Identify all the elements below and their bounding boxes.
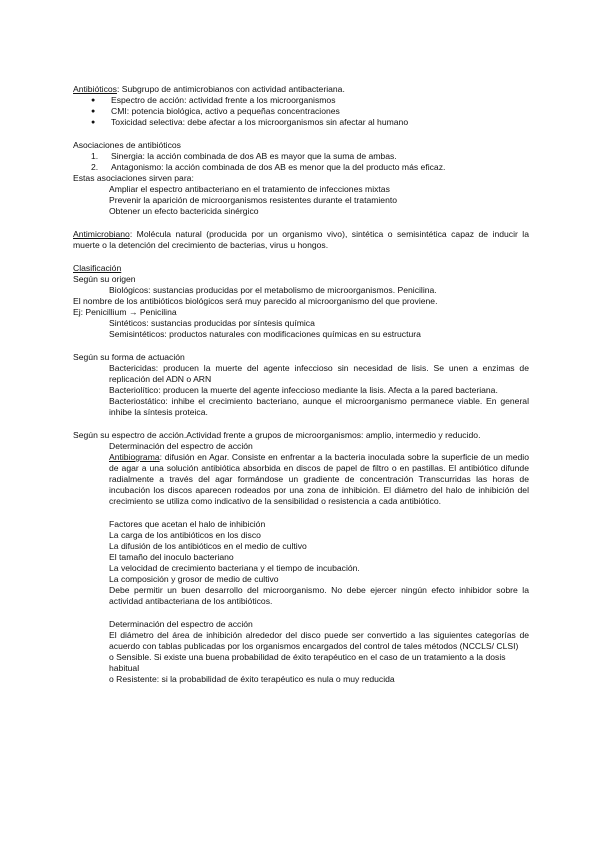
document-body (73, 84, 529, 685)
antibiograma-term: Antibiograma (109, 452, 160, 462)
clasificacion-heading: Clasificación (73, 263, 122, 273)
resistente-text: o Resistente: si la probabilidad de éxito terapéutico es nula o muy reducida (109, 674, 395, 684)
factores-note: Debe permitir un buen desarrollo del microorganismo. No debe ejercer ningún efecto inhibidor sobre la actividad antibacteriana de los antibióticos. (109, 585, 529, 606)
asociaciones-use: Obtener un efecto bactericida sinérgico (109, 206, 259, 216)
sensible-text: o Sensible. Si existe una buena probabilidad de éxito terapéutico en el caso de un tratamiento a la dosis habitual (109, 652, 506, 673)
determinacion2-text: El diámetro del área de inhibición alrededor del disco puede ser convertido a las siguientes categorías de acuerdo con tablas publicadas por los organismos encargados del control de tales métodos (NCCLS/ CLSI) (109, 630, 529, 651)
determinacion-heading: Determinación del espectro de acción (109, 441, 253, 451)
origen-heading: Según su origen (73, 274, 136, 284)
list-item: 1. Sinergia: la acción combinada de dos AB es mayor que la suma de ambas. (91, 151, 397, 161)
asociaciones-use: Prevenir la aparición de microorganismos resistentes durante el tratamiento (109, 195, 398, 205)
asociaciones-intro: Estas asociaciones sirven para: (73, 173, 194, 183)
antibioticos-term: Antibióticos (73, 84, 117, 94)
antibiograma-text: Antibiograma: difusión en Agar. Consiste en enfrentar a la bacteria inoculada sobre la superficie de un medio de agar a una solución antibiótica absorbida en discos de papel de filtro o en pastillas. El antibiótico difunde radialmente a través del agar formándose un gradiente de concentración Transcurridas las horas de incubación los discos aparecen rodeados por una zona de inhibición. El diámetro del halo de inhibición del crecimiento se utiliza como indicativo de la sensibilidad o resistencia a cada antibiótico. (109, 452, 529, 506)
biologicos-note: El nombre de los antibióticos biológicos será muy parecido al microorganismo del que proviene. (73, 296, 438, 306)
sinteticos-text: Sintéticos: sustancias producidas por síntesis química (109, 318, 315, 328)
factor-item: El tamaño del inoculo bacteriano (109, 552, 234, 562)
antibioticos-bullet-list (73, 95, 529, 128)
biologicos-text: Biológicos: sustancias producidas por el metabolismo de microorganismos. Penicilina. (109, 285, 437, 295)
determinacion2-heading: Determinación del espectro de acción (109, 619, 253, 629)
factores-heading: Factores que acetan el halo de inhibición (109, 519, 266, 529)
factor-item: La velocidad de crecimiento bacteriana y el tiempo de incubación. (109, 563, 360, 573)
bacteriolitico-text: Bacteriolítico: producen la muerte del agente infeccioso mediante la lisis. Afecta a la pared bacteriana. (109, 385, 498, 395)
semisinteticos-text: Semisintéticos: productos naturales con modificaciones químicas en su estructura (109, 329, 421, 339)
factor-item: La carga de los antibióticos en los disco (109, 530, 261, 540)
factor-item: La difusión de los antibióticos en el medio de cultivo (109, 541, 307, 551)
asociaciones-heading: Asociaciones de antibióticos (73, 140, 181, 150)
list-item: ● CMI: potencia biológica, activo a pequeñas concentraciones (73, 106, 529, 117)
asociaciones-list (73, 151, 529, 173)
list-item: 2. Antagonismo: la acción combinada de dos AB es menor que la del producto más eficaz. (91, 162, 446, 172)
espectro-heading: Según su espectro de acción.Actividad frente a grupos de microorganismos: amplio, intermedio y reducido. (73, 430, 481, 440)
example-text: Ej: Penicillium → Penicilina (73, 307, 177, 317)
list-item: ● Espectro de acción: actividad frente a los microorganismos (73, 95, 529, 106)
factor-item: La composición y grosor de medio de cultivo (109, 574, 279, 584)
antimicrobiano-definition: Antimicrobiano: Molécula natural (producida por un organismo vivo), sintética o semisintética capaz de inducir la muerte o la detención del crecimiento de bacterias, virus u hongos. (73, 229, 529, 250)
bacteriostatico-text: Bacteriostático: inhibe el crecimiento bacteriano, aunque el microorganismo permanece viable. En general inhibe la síntesis proteica. (109, 396, 529, 417)
bactericidas-text: Bactericidas: producen la muerte del agente infeccioso sin necesidad de lisis. Se unen a enzimas de replicación del ADN o ARN (109, 363, 529, 384)
list-item: ● Toxicidad selectiva: debe afectar a los microorganismos sin afectar al humano (73, 117, 529, 128)
asociaciones-use: Ampliar el espectro antibacteriano en el tratamiento de infecciones mixtas (109, 184, 390, 194)
antibioticos-definition: Antibióticos: Subgrupo de antimicrobianos con actividad antibacteriana. (73, 84, 345, 94)
antimicrobiano-term: Antimicrobiano (73, 229, 130, 239)
actuacion-heading: Según su forma de actuación (73, 352, 185, 362)
